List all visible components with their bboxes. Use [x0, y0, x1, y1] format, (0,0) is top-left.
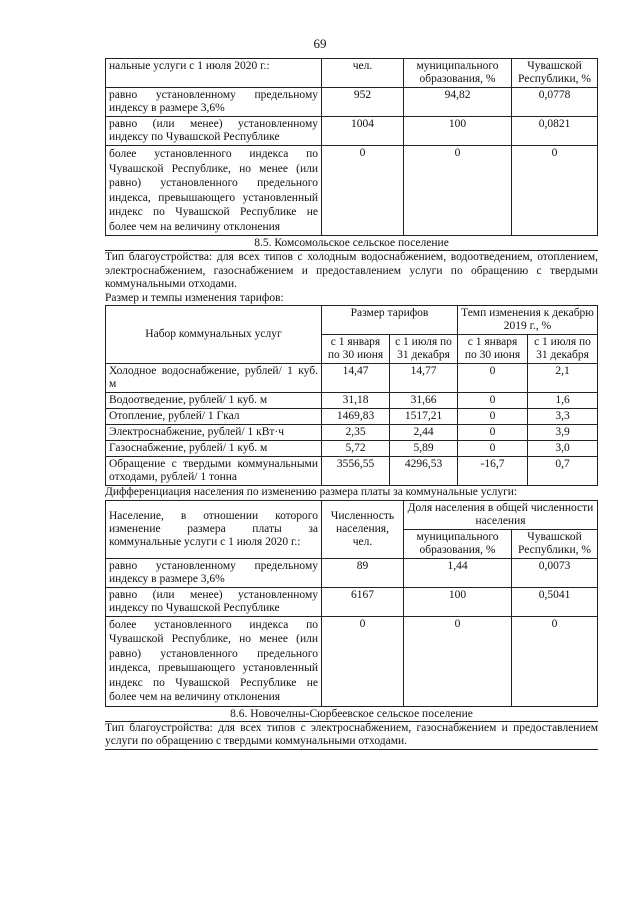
table-row [106, 146, 598, 236]
header-cell: чел. [322, 59, 404, 88]
table-cell: 14,47 [322, 364, 390, 393]
table-cell: равно установленному предельному индексу в размере 3,6% [106, 558, 322, 587]
header-cell: Темп изменения к декабрю 2019 г., % [458, 306, 598, 335]
table-row [106, 364, 598, 393]
improvement-type-paragraph: Тип благоустройства: для всех типов с электроснабжением, газоснабжением и предоставлением услуги по обращению с твердыми коммунальными отходами. [105, 722, 598, 750]
differentiation-table [105, 500, 598, 707]
table-cell: 0 [322, 146, 404, 236]
table-cell: 0 [458, 393, 528, 409]
table-cell: Обращение с твердыми коммунальными отходами, рублей/ 1 тонна [106, 457, 322, 486]
table-cell: равно (или менее) установленному индексу по Чувашской Республике [106, 117, 322, 146]
table-row [106, 306, 598, 335]
header-cell: муниципального образования, % [404, 529, 512, 558]
table-cell: 3556,55 [322, 457, 390, 486]
table-cell: 2,1 [528, 364, 598, 393]
table-cell: 94,82 [404, 88, 512, 117]
table-cell: 3,3 [528, 409, 598, 425]
document-body [105, 58, 598, 750]
tariff-table [105, 305, 598, 486]
header-cell: Чувашской Республики, % [512, 529, 598, 558]
table-cell: Газоснабжение, рублей/ 1 куб. м [106, 441, 322, 457]
table-cell: 1517,21 [390, 409, 458, 425]
table-cell: Электроснабжение, рублей/ 1 кВт·ч [106, 425, 322, 441]
table-row [106, 441, 598, 457]
population-table-continued [105, 58, 598, 236]
table-cell: 0 [404, 616, 512, 706]
table-cell: 89 [322, 558, 404, 587]
header-cell: Доля населения в общей численности населения [404, 500, 598, 529]
table-cell: 0 [458, 364, 528, 393]
table-cell: 0 [322, 616, 404, 706]
table-cell: равно (или менее) установленному индексу по Чувашской Республике [106, 587, 322, 616]
table-cell: 0 [458, 441, 528, 457]
tariff-caption: Размер и темпы изменения тарифов: [105, 291, 284, 304]
table-cell: 3,0 [528, 441, 598, 457]
table-cell: 1,6 [528, 393, 598, 409]
table-cell: 2,35 [322, 425, 390, 441]
table-cell: 3,9 [528, 425, 598, 441]
table-cell: 952 [322, 88, 404, 117]
table-cell: Холодное водоснабжение, рублей/ 1 куб. м [106, 364, 322, 393]
header-cell: с 1 июля по 31 декабря [528, 335, 598, 364]
table-cell: 0,7 [528, 457, 598, 486]
table-cell: Отопление, рублей/ 1 Гкал [106, 409, 322, 425]
table-cell: 14,77 [390, 364, 458, 393]
differentiation-caption: Дифференциация населения по изменению размера платы за коммунальные услуги: [105, 486, 518, 498]
table-cell: более установленного индекса по Чувашской Республике, но менее (или равно) установленного предельного индекса, превышающего установленный индекс по Чувашской Республике не более чем на величину отклонения [106, 616, 322, 706]
table-cell: Водоотведение, рублей/ 1 куб. м [106, 393, 322, 409]
table-cell: 0,5041 [512, 587, 598, 616]
section-title: 8.5. Комсомольское сельское поселение [105, 236, 598, 251]
table-row [106, 393, 598, 409]
table-cell: 31,18 [322, 393, 390, 409]
table-row [106, 117, 598, 146]
table-row [106, 457, 598, 486]
header-cell: нальные услуги с 1 июля 2020 г.: [106, 59, 322, 88]
table-cell: 1004 [322, 117, 404, 146]
table-row [106, 409, 598, 425]
table-cell: 6167 [322, 587, 404, 616]
table-cell: более установленного индекса по Чувашской Республике, но менее (или равно) установленного предельного индекса, превышающего установленный индекс по Чувашской Республике не более чем на величину отклонения [106, 146, 322, 236]
header-cell: Размер тарифов [322, 306, 458, 335]
table-row [106, 88, 598, 117]
header-cell: Чувашской Республики, % [512, 59, 598, 88]
table-cell: 5,72 [322, 441, 390, 457]
table-cell: 100 [404, 117, 512, 146]
table-cell: -16,7 [458, 457, 528, 486]
table-cell: 0 [512, 616, 598, 706]
table-cell: 0,0778 [512, 88, 598, 117]
page-number: 69 [313, 36, 327, 51]
header-cell: с 1 июля по 31 декабря [390, 335, 458, 364]
table-cell: 0 [404, 146, 512, 236]
improvement-type-paragraph: Тип благоустройства: для всех типов с холодным водоснабжением, водоотведением, отоплением, электроснабжением, газоснабжением и предоставлением услуги по обращению с твердыми коммунальными отходами. [105, 251, 598, 290]
table-cell: 0 [458, 425, 528, 441]
table-row [106, 558, 598, 587]
table-row [106, 587, 598, 616]
header-cell: Население, в отношении которого изменение размера платы за коммунальные услуги с 1 июля 2020 г.: [106, 500, 322, 558]
header-cell: с 1 января по 30 июня [322, 335, 390, 364]
header-cell: с 1 января по 30 июня [458, 335, 528, 364]
table-cell: 1,44 [404, 558, 512, 587]
header-cell: Численность населения, чел. [322, 500, 404, 558]
table-cell: 0,0073 [512, 558, 598, 587]
header-cell: муниципального образования, % [404, 59, 512, 88]
table-cell: 0 [512, 146, 598, 236]
table-row [106, 425, 598, 441]
table-cell: 2,44 [390, 425, 458, 441]
table-row [106, 59, 598, 88]
table-row [106, 500, 598, 529]
header-cell: Набор коммунальных услуг [106, 306, 322, 364]
table-cell: 4296,53 [390, 457, 458, 486]
section-title: 8.6. Новочелны-Сюрбеевское сельское поселение [105, 707, 598, 722]
table-cell: 31,66 [390, 393, 458, 409]
table-cell: равно установленному предельному индексу в размере 3,6% [106, 88, 322, 117]
table-row [106, 616, 598, 706]
table-cell: 0,0821 [512, 117, 598, 146]
table-cell: 0 [458, 409, 528, 425]
table-cell: 1469,83 [322, 409, 390, 425]
table-cell: 5,89 [390, 441, 458, 457]
table-cell: 100 [404, 587, 512, 616]
